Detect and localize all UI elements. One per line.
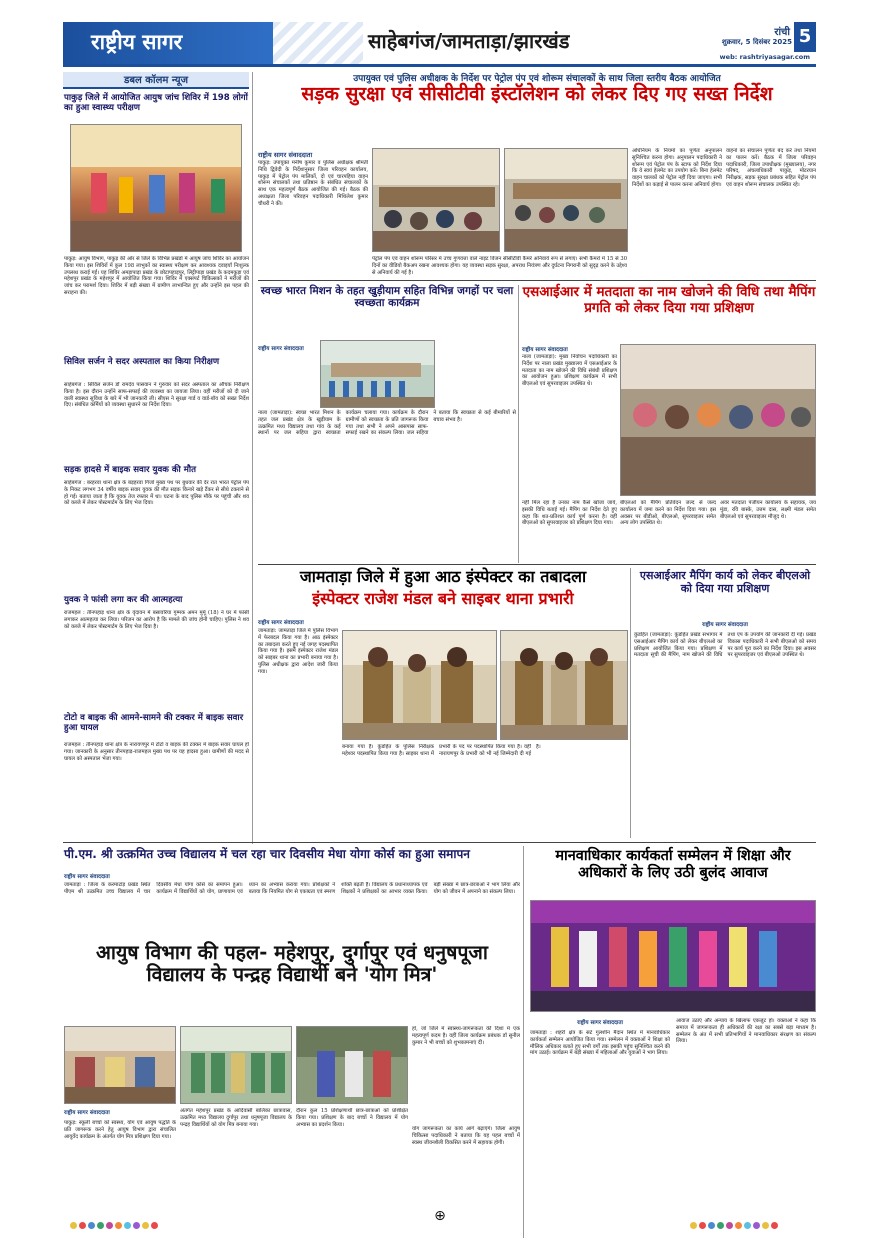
lead-photo (372, 148, 500, 252)
masthead-rule (63, 64, 816, 67)
sir-body-3: बीएलओ को मैपिंग प्रतिवेदन जल्द से जल्द कार्यालय में जमा करने का निर्देश दिया गया। इस अवसर पर बीडीओ, बीएलओ, सुपरवाइजर समेत अन्य लोग उपस्थित थे। (620, 500, 716, 527)
clean-title: स्वच्छ भारत मिशन के तहत खुड़ीयाम सहित विभिन्न जगहों पर चला स्वच्छता कार्यक्रम (260, 285, 514, 310)
yoga-byline: राष्ट्रीय सागर संवाददाता (64, 874, 110, 880)
lead-bottom-rule (258, 280, 816, 281)
ayush-body-3: दौरान कुल 15 प्रशिक्षणार्थी छात्र-छात्राओं को प्रशिक्षित किया गया। प्रशिक्षण के बाद बच्चों ने विद्यालय में योग अभ्यास का प्रदर्शन किया। (296, 1108, 408, 1128)
sir-body-2: नहीं मिल रहा है उनका नाम कैसे खोजा जाये, इसकी विधि बताई गई। मैपिंग का निर्देश देते हुए कहा कि शत-प्रतिशत कार्य पूर्ण करना है। वहीं बीएलओ को सुपरवाइजर को प्रशिक्षण दिया गया। (522, 500, 617, 527)
ayush-body-5: हो, जो जिले में स्वास्थ्य-जागरूकता की दिशा में एक महत्वपूर्ण कदम है। वहीं जिला कार्यक्रम प्रबंधक डॉ सुनील कुमार ने भी बच्चों को शुभकामनाएं दीं। (412, 1026, 520, 1046)
lead-body-4: वाहनों का संचालन पूर्णतः बंद करें तथा नियमों का पालन करें। बैठक में जिला परिवहन पदाधिकारी, जिला उपाधीक्षक (मुख्यालय), नगर परिषद, अंचलाधिकारी पाकुड़, मोटरयान निरीक्षक, सड़क सुरक्षा प्रबंधक सहित पेट्रोल पंप एवं वाहन शोरूम संचालक उपस्थित रहे। (726, 148, 816, 188)
s2-title: सिविल सर्जन ने सदर अस्पताल का किया निरीक्षण (64, 357, 220, 367)
ayush-photo-2-svg (181, 1027, 292, 1104)
yoga-rule (523, 846, 524, 1238)
s4-body: राजमहल : तीनपहाड़ थाना क्षेत्र के वृंदावन में बसावरिया गुम्मक अमन मुर्मू (18) ने घर में फांसी लगाकर आत्महत्या कर लिया। परिजन का आरोप है कि मामले की जांच होनी चाहिए। पुलिस ने शव को कब्जे में लेकर पोस्टमार्टम के लिए भेज दिया है। (64, 610, 249, 630)
jamtara-photo-2 (500, 630, 628, 740)
blo-body: कुंडहित (जामताड़ा): कुंडहित प्रखंड सभागार में एसआईआर मैपिंग कार्य को लेकर बीएलओ का प्रशिक्षण आयोजित किया गया। प्रशिक्षण में मतदाता सूची की मैपिंग, नाम खोजने की विधि तथा एप के उपयोग की जानकारी दी गई। प्रखंड विकास पदाधिकारी ने सभी बीएलओ को समय पर कार्य पूरा करने का निर्देश दिया। इस अवसर पर सुपरवाइजर एवं बीएलओ उपस्थित थे। (634, 632, 816, 659)
footer-dots-right (690, 1214, 780, 1233)
sir-photo (620, 344, 816, 496)
sir-byline: राष्ट्रीय सागर संवाददाता (522, 347, 568, 353)
ayush-photo-1 (64, 1026, 176, 1104)
ayush-body-2: अंतर्गत महेशपुर प्रखंड के आदिवासी बालिका छात्रावास, उत्क्रमित मध्य विद्यालय दुर्गापुर तथा धनुषपूजा विद्यालय के पन्द्रह विद्यार्थियों को योग मित्र बनाया गया। (180, 1108, 292, 1128)
jamtara-byline: राष्ट्रीय सागर संवाददाता (258, 620, 304, 626)
rights-title: मानवाधिकार कार्यकर्ता सम्मेलन में शिक्षा और अधिकारों के लिए उठी बुलंद आवाज (555, 848, 791, 881)
lead-body-1: पाकुड़: उपायुक्त मनीष कुमार व पुलिस अधीक्षक श्रीमती निधि द्विवेदी के निर्देशानुसार जिला परिवहन कार्यालय, पाकुड़ में पेट्रोल पंप मालिकों, दो एवं चारपहिया वाहन शोरूम संचालकों तथा प्रतिष्ठान के संबंधित संचालकों के साथ एक महत्वपूर्ण बैठक आयोजित की गई। बैठक की अध्यक्षता जिला परिवहन पदाधिकारी मिथिलेश कुमार चौधरी ने की। (258, 160, 368, 207)
ayush-body-4: योग जागरूकता का कार्य आगे बढ़ाएंगे। जिला आयुष चिकित्सा पदाधिकारी ने बताया कि यह पहल बच्चों में स्वस्थ जीवनशैली विकसित करने में सहायक होगी। (412, 1126, 520, 1146)
ayush-title: आयुष विभाग की पहल- महेशपुर, दुर्गापुर एवं धनुषपूजा विद्यालय के पन्द्रह विद्यार्थी बने 'योग मित्र' (96, 941, 488, 987)
lead-photo-right (504, 148, 628, 252)
sir-body-1: नाला (जामताड़ा): मुख्य निर्वाचन पदाधिकारी का निर्देश पर नाला प्रखंड मुख्यालय में एसआईआर के मतदाता का नाम खोजने की विधि संबंधी प्रशिक्षण का आयोजन हुआ। प्रशिक्षण कार्यक्रम में सभी बीएलओ एवं सुपरवाइजर उपस्थित थे। (522, 354, 617, 388)
clean-rule (518, 285, 519, 563)
sir-body-4: अवर मतदाता पंजीयन कार्यालय के सहायक, जय मुंडा, रवि बास्के, उत्तम दास, लक्ष्मी मंडल समेत बीएलओ एवं सुपरवाइजर मौजूद थे। (720, 500, 816, 520)
yoga-body: जामताड़ा : जिला के करमाटांड़ प्रखंड स्थित पीएम श्री उत्क्रमित उच्च विद्यालय में चार दिवसीय मेधा योगा कोर्स का समापन हुआ। कार्यक्रम में विद्यार्थियों को योग, प्राणायाम एवं ध्यान का अभ्यास कराया गया। प्रशिक्षकों ने बताया कि नियमित योग से एकाग्रता एवं स्मरण शक्ति बढ़ती है। विद्यालय के प्रधानाध्यापक एवं शिक्षकों ने प्रशिक्षकों का आभार व्यक्त किया। बड़ी संख्या में छात्र-छात्राओं ने भाग लिया और योग को जीवन में अपनाने का संकल्प लिया। (64, 882, 520, 895)
lower-rule (63, 842, 816, 843)
sir-title: एसआईआर में मतदाता का नाम खोजने की विधि तथा मैपिंग प्रगति को लेकर दिया गया प्रशिक्षण (522, 284, 816, 316)
rights-photo (530, 900, 816, 1012)
masthead-brand-bar (63, 22, 273, 64)
sir-photo-svg (621, 345, 816, 496)
lead-photo-right-svg (505, 149, 628, 252)
s1-body: पाकुड़: आयुष विभाग, पाकुड़ की ओर से जिले के विभिन्न प्रखंडों में आयुष जांच शिविर का आयोजन किया गया। इस शिविरों में कुल 198 लाभुकों का स्वास्थ्य परीक्षण कर आवश्यक दवाइयाँ निःशुल्क उपलब्ध कराई गईं। यह शिविर अमड़ापाड़ा प्रखंड के छोटापहाड़पुर, लिट्टीपाड़ा प्रखंड के कदमकुड़ा एवं महेशपुर प्रखंड के महेशपुर में आयोजित किया गया। शिविर में एक्सपर्ट चिकित्सकों ने मरीजों की जांच कर परामर्श दिया। शिविर में बड़ी संख्या में ग्रामीण लाभान्वित हुए और उन्होंने इस पहल की सराहना की। (64, 256, 249, 296)
jamtara-photo-svg (343, 631, 497, 740)
jamtara-photo-2-svg (501, 631, 628, 740)
lead-body-2: पेट्रोल पंप एवं वाहन शोरूम परिसर में उच्च गुणवत्ता वाले नाइट विजन सीसीटीवी कैमरे अनिवार्य रूप से लगाएं। सभी कैमरों में 15 से 30 दिनों का वीडियो बैकअप रखना आवश्यक होगा। यह व्यवस्था सड़क सुरक्षा, अपराध नियंत्रण और दुर्घटना निगरानी को सुदृढ़ करने के उद्देश्य से अनिवार्य की गई है। (372, 256, 627, 276)
yoga-title: पी.एम. श्री उत्क्रमित उच्च विद्यालय में चल रहा चार दिवसीय मेधा योगा कोर्स का हुआ समापन (64, 847, 470, 861)
column-label: डबल कॉलम न्यूज (123, 75, 188, 86)
clean-body: नाला (जामताड़ा): स्वच्छ भारत मिशन के तहत जल प्रखंड क्षेत्र के खुड़ीयाम के उत्क्रमित मध्य विद्यालय तथा गांव के कई स्थानों पर जल सहिया द्वारा स्वच्छता कार्यक्रम चलाया गया। कार्यक्रम के दौरान ग्रामीणों को स्वच्छता के प्रति जागरूक किया गया तथा सभी ने अपने आसपास साफ-सफाई रखने का संकल्प लिया। जल सहिया ने बताया कि स्वच्छता से कई बीमारियों से बचाव संभव है। (258, 410, 516, 437)
jamtara-body-2: बनाया गया है। कुंडहित के पुलिस निरीक्षक महेश्वर पदस्थापित किया गया है। साइबर थाना में प्रभारी के पद पर पदस्थापित किया गया है। वहीं नारायणपुर के प्रभारी को भी नई जिम्मेदारी दी गई है। (342, 744, 541, 757)
blo-title: एसआईआर मैपिंग कार्य को लेकर बीएलओ को दिया गया प्रशिक्षण (639, 569, 811, 595)
blo-byline: राष्ट्रीय सागर संवाददाता (702, 622, 748, 628)
masthead-city: रांची (774, 27, 790, 38)
jamtara-subtitle: इंस्पेक्टर राजेश मंडल बने साइबर थाना प्रभारी (312, 589, 574, 608)
clean-byline: राष्ट्रीय सागर संवाददाता (258, 346, 304, 352)
column-label-box (63, 72, 249, 89)
jamtara-body-1: जामताड़ा: जामताड़ा जिले में पुलिस विभाग में फेरबदल किया गया है। आठ इंस्पेक्टर का तबादला करते हुए नई जगह पदस्थापित किया गया है। इसमें इंस्पेक्टर राजेश मंडल को साइबर थाना का प्रभारी बनाया गया है। पुलिस अधीक्षक द्वारा आदेश जारी किया गया। (258, 628, 338, 675)
s2-body: साहेबगंज : सिविल सर्जन डॉ रामदेव पासवान ने गुरुवार को सदर अस्पताल का औचक निरीक्षण किया है। इस दौरान उन्होंने साफ-सफाई की व्यवस्था का जायजा लिया। वहीं मरीजों को दी जाने वाली स्वास्थ्य सुविधा के बारे में भी जानकारी ली। सीएस ने सुरक्षा गार्ड व वार्ड-बॉय को सख्त निर्देश दिए। संबंधित कर्मियों को व्यवस्था सुधारने का निर्देश दिया। (64, 382, 249, 409)
page-number: 5 (794, 22, 816, 52)
s1-photo (70, 124, 242, 252)
ayush-byline: राष्ट्रीय सागर संवाददाता (64, 1110, 110, 1116)
rights-body-2: आवाज उठाएं और अन्याय के खिलाफ एकजुट हों। वक्ताओं ने कहा कि समाज में जागरूकता ही अधिकारों की रक्षा का सबसे बड़ा माध्यम है। सम्मेलन के अंत में सभी प्रतिभागियों ने मानवाधिकार संरक्षण का संकल्प लिया। (676, 1018, 816, 1045)
s3-body: साहेबगंज : बरहरवा थाना क्षेत्र के बड़हरवा गिर्जा मुख्य पथ पर बुधवार की देर रात भारत पेट्रोल पंप के निकट लगभग 34 वर्षीय बाइक सवार युवक की मौत सड़क किनारे खड़े टैंकर से सीधे टकराने से हो गई। बताया जाता है कि युवक तेज रफ्तार में था। घटना के बाद पुलिस मौके पर पहुंची और शव को कब्जे में लेकर पोस्टमार्टम के लिए भेज दिया। (64, 480, 249, 507)
s5-body: राजमहल : तीनपहाड़ थाना क्षेत्र के नारायणपुर में टोटो व बाइक की टक्कर में बाइक सवार घायल हो गया। जानकारी के अनुसार तीनपहाड़-राजमहल मुख्य पथ पर यह हादसा हुआ। ग्रामीणों की मदद से घायल को अस्पताल भेजा गया। (64, 742, 249, 762)
lead-byline: राष्ट्रीय सागर संवाददाता (258, 151, 313, 159)
s3-title: सड़क हादसे में बाइक सवार युवक की मौत (64, 465, 196, 475)
brand-logo: राष्ट्रीय सागर (91, 29, 183, 54)
lead-body-3: अधिनियम के नियमों का पूर्णतः अनुपालन सुनिश्चित करना होगा। अनुपालन पदाधिकारी ने शोरूम एवं पेट्रोल पंप के स्टाफ को निर्देश दिया कि वे स्वयं हेलमेट का उपयोग करें। बिना हेलमेट वाहन चालकों को पेट्रोल नहीं दिया जाएगा। सभी निर्देशों का कड़ाई से पालन करना अनिवार्य होगा। (632, 148, 722, 188)
s5-title: टोटो व बाइक की आमने-सामने की टक्कर में बाइक सवार हुआ घायल (64, 713, 244, 733)
mid-rule (258, 564, 816, 565)
s1-photo-svg (71, 125, 242, 252)
masthead-date: शुक्रवार, 5 दिसंबर 2025 (721, 38, 792, 46)
lead-title: सड़क सुरक्षा एवं सीसीटीवी इंस्टॉलेशन को लेकर दिए गए सख्त निर्देश (301, 83, 773, 105)
rights-byline: राष्ट्रीय सागर संवाददाता (577, 1020, 623, 1026)
ayush-photo-3-svg (297, 1027, 408, 1104)
ayush-photo-1-svg (65, 1027, 176, 1104)
jamtara-photo (342, 630, 497, 740)
ayush-body-1: पाकुड़: स्कूली बच्चों को स्वस्थ्य, योग एवं आयुष पद्धति के प्रति जागरूक करने हेतु आयुष विभाग द्वारा संचालित आयुर्वेद कार्यक्रम के अंतर्गत योग मित्र प्रशिक्षण दिया गया। (64, 1120, 176, 1140)
jamtara-title: जामताड़ा जिले में हुआ आठ इंस्पेक्टर का तबादला (299, 567, 587, 586)
lead-photo-svg (373, 149, 500, 252)
ayush-photo-3 (296, 1026, 408, 1104)
left-column-rule (252, 72, 253, 844)
website: web: rashtriyasagar.com (719, 53, 810, 61)
footer-registration-mark: ⊕ (434, 1208, 446, 1224)
region-title: साहेबगंज/जामताड़ा/झारखंड (368, 29, 570, 53)
lead-kicker: उपायुक्त एवं पुलिस अधीक्षक के निर्देश पर पेट्रोल पंप एवं शोरूम संचालकों के साथ जिला स्तरीय बैठक आयोजित (353, 74, 721, 84)
ayush-photo-2 (180, 1026, 292, 1104)
s4-title: युवक ने फांसी लगा कर की आत्महत्या (64, 595, 183, 605)
s1-title: पाकुड़ जिले में आयोजित आयुष जांच शिविर में 198 लोगों का हुआ स्वास्थ्य परीक्षण (64, 93, 248, 113)
footer-dots-left (70, 1214, 160, 1233)
jamtara-rule (630, 568, 631, 838)
rights-body-1: जामताड़ा : शहरी क्षेत्र के सटे गुलशीन मैदान स्थित में मानवाधिकार कार्यकर्ता सम्मेलन आयोजित किया गया। सम्मेलन में वक्ताओं ने शिक्षा को मौलिक अधिकार बताते हुए सभी वर्गों तक इसकी पहुंच सुनिश्चित करने की मांग उठाई। कार्यक्रम में बड़ी संख्या में महिलाओं और युवाओं ने भाग लिया। (530, 1030, 670, 1057)
rights-photo-svg (531, 901, 816, 1012)
masthead-pattern (273, 22, 363, 64)
